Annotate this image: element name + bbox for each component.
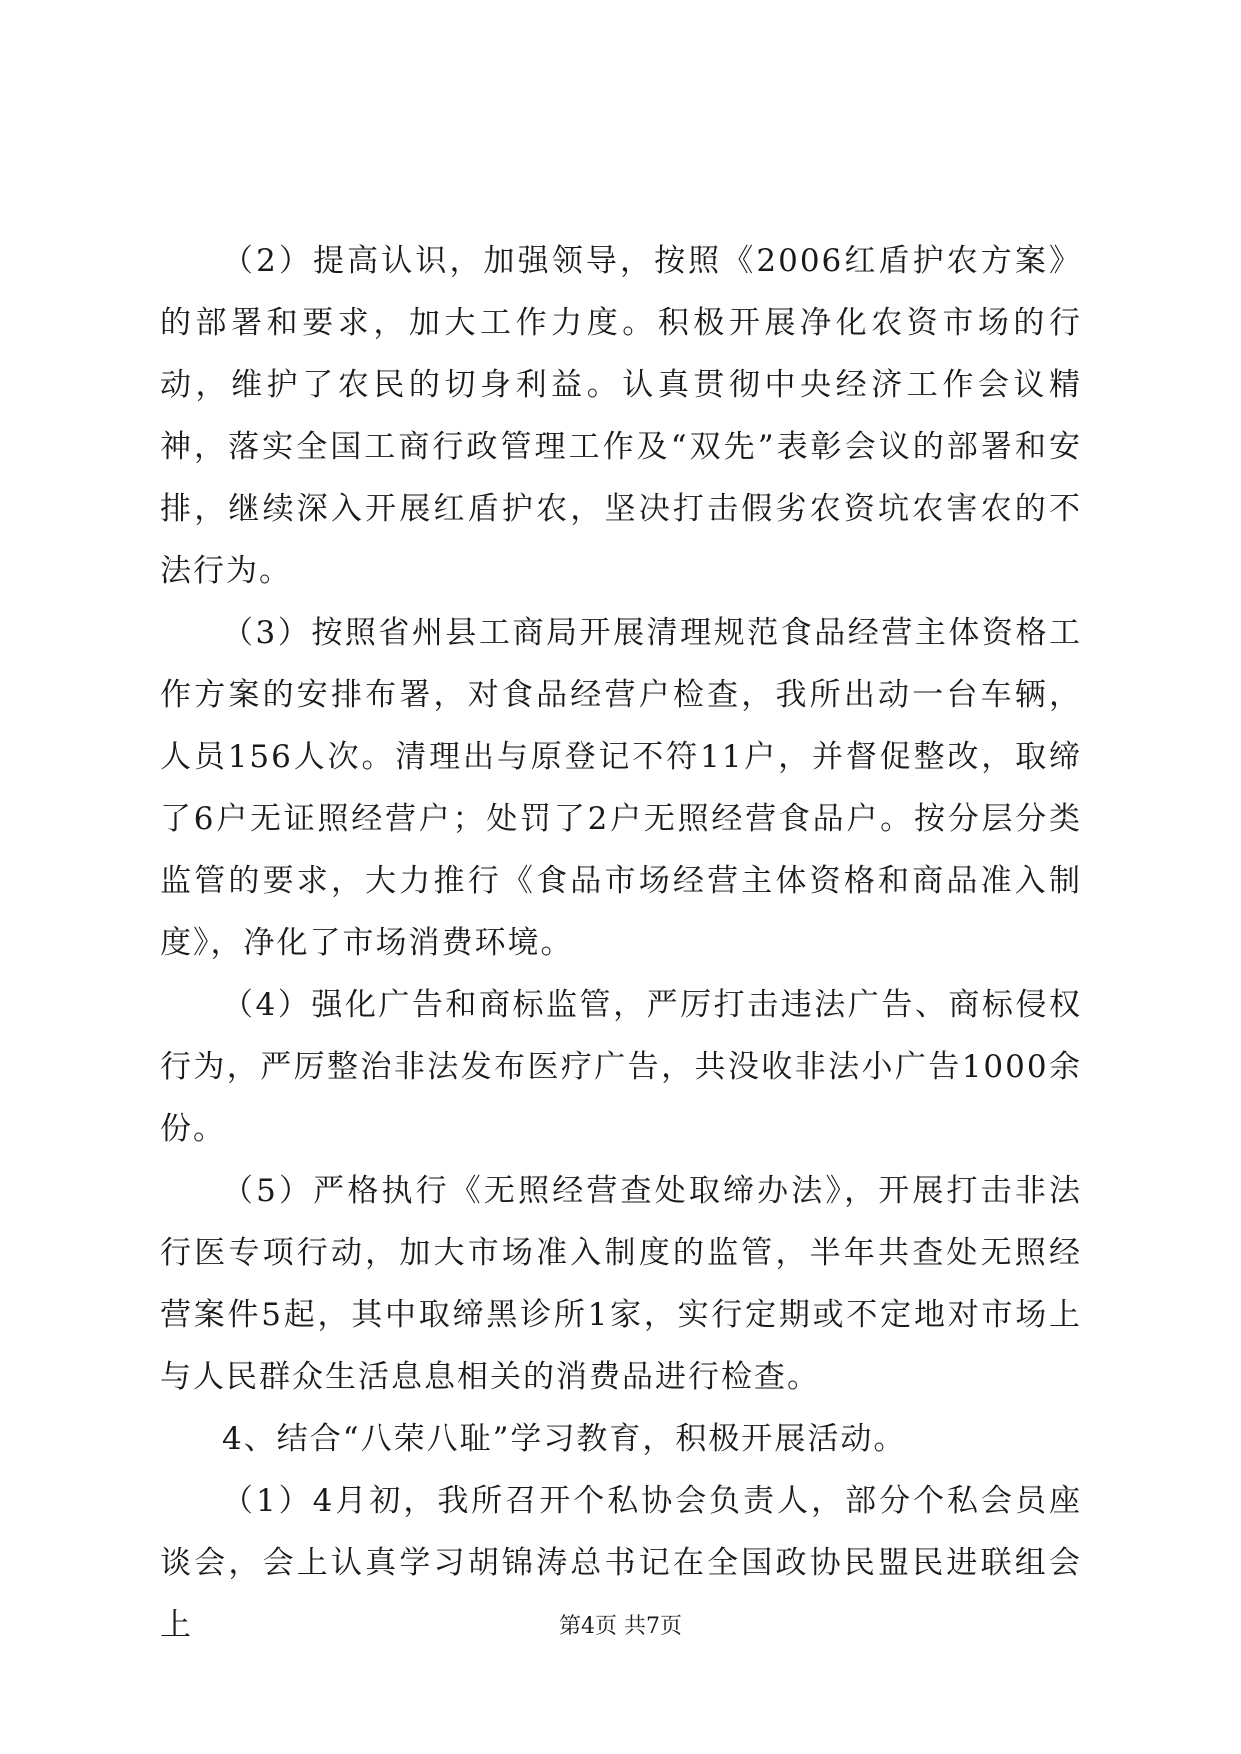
paragraph-eight-honors-heading: 4、结合“八荣八耻”学习教育，积极开展活动。: [222, 1421, 907, 1457]
paragraph-advertising-trademark: （4）强化广告和商标监管，严厉打击违法广告、商标侵权行为，严厉整治非法发布医疗广告，共没收非法小广告1000余份。: [160, 987, 1082, 1147]
document-body: [160, 230, 1082, 1656]
paragraph-april-meeting: （1）4月初，我所召开个私协会负责人，部分个私会员座谈会，会上认真学习胡锦涛总书记在全国政协民盟民进联组会上: [160, 1483, 1082, 1643]
paragraph-food-business-cleanup: （3）按照省州县工商局开展清理规范食品经营主体资格工作方案的安排布署，对食品经营户检查，我所出动一台车辆，人员156人次。清理出与原登记不符11户，并督促整改，取缔了6户无证照经营户；处罚了2户无照经营食品户。按分层分类监管的要求，大力推行《食品市场经营主体资格和商品准入制度》，净化了市场消费环境。: [160, 615, 1082, 961]
paragraph-red-shield-farming: （2）提高认识，加强领导，按照《2006红盾护农方案》的部署和要求，加大工作力度。积极开展净化农资市场的行动，维护了农民的切身利益。认真贯彻中央经济工作会议精神，落实全国工商行政管理工作及“双先”表彰会议的部署和安排，继续深入开展红盾护农，坚决打击假劣农资坑农害农的不法行为。: [160, 243, 1082, 589]
paragraph-unlicensed-business: （5）严格执行《无照经营查处取缔办法》，开展打击非法行医专项行动，加大市场准入制度的监管，半年共查处无照经营案件5起，其中取缔黑诊所1家，实行定期或不定地对市场上与人民群众生活息息相关的消费品进行检查。: [160, 1173, 1082, 1395]
page-number-footer: 第4页 共7页: [559, 1614, 682, 1639]
